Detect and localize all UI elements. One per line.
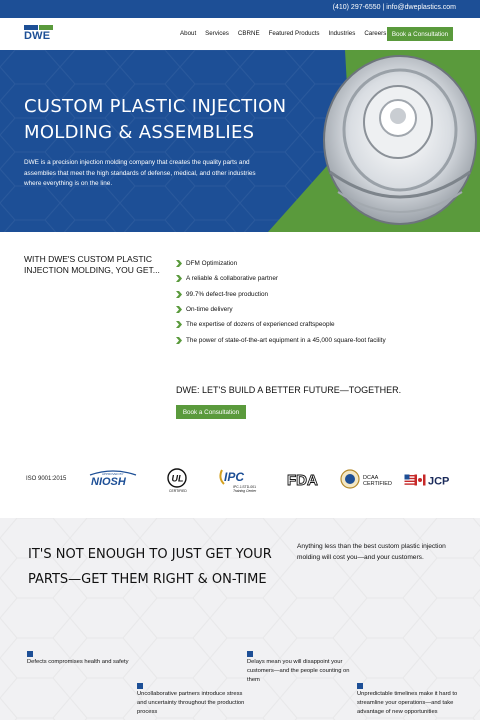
dcaa-text: DCAA — [363, 475, 379, 481]
contact-separator: | — [382, 4, 385, 11]
list-item — [176, 332, 386, 347]
pain-point-defects: Defects compromises health and safety — [27, 659, 129, 665]
list-item — [176, 271, 386, 286]
pain-point-partners: Uncollaborative partners introduce stress and uncertainty throughout the production process — [137, 691, 245, 715]
list-item — [176, 256, 386, 271]
benefit-text: 99.7% defect-free production — [186, 290, 269, 298]
ul-text: UL — [171, 473, 184, 484]
chevron-right-icon — [176, 306, 182, 313]
not-enough-heading: IT'S NOT ENOUGH TO JUST GET YOUR PARTS—GET THEM RIGHT & ON-TIME — [28, 547, 272, 587]
chevron-right-icon — [176, 260, 182, 267]
list-item — [176, 287, 386, 302]
list-item — [176, 317, 386, 332]
chevron-right-icon — [176, 337, 182, 344]
ipc-training-logo — [216, 466, 262, 494]
nav-featured-products[interactable]: Featured Products — [268, 30, 320, 37]
nav-careers[interactable]: Careers — [364, 30, 387, 37]
pain-point-timelines: Unpredictable timelines make it hard to streamline your operations—and take advantage of new opportunities — [357, 691, 458, 715]
dcaa-sub-text: CERTIFIED — [363, 481, 392, 487]
nav-industries[interactable]: Industries — [328, 30, 356, 37]
hero-description: DWE is a precision injection molding company that creates the quality parts and assemblies that meet the high standards of defense, medical, and other industries where everything is on the line. — [24, 159, 256, 187]
ul-certified-logo — [166, 468, 188, 493]
phone-link[interactable]: (410) 297-6550 — [332, 4, 381, 11]
logo-text: DWE — [24, 30, 51, 42]
hero-title-line-1: CUSTOM PLASTIC INJECTION — [24, 96, 287, 117]
dwe-logo[interactable] — [24, 25, 56, 43]
not-enough-section — [0, 518, 480, 720]
main-nav — [180, 30, 386, 37]
ipc-text: IPC — [224, 470, 245, 484]
ipc-sub-text-2: Training Center — [233, 489, 257, 493]
benefits-list — [176, 256, 386, 348]
ul-sub-text: CERTIFIED — [169, 489, 187, 493]
iso-certification: ISO 9001:2015 — [26, 476, 67, 482]
bullet-square-icon — [247, 651, 253, 657]
dcaa-certified-logo — [340, 469, 396, 491]
hero-title-line-2: MOLDING & ASSEMBLIES — [24, 122, 255, 143]
nav-about[interactable]: About — [180, 30, 197, 37]
contact-info — [333, 4, 456, 11]
benefit-text: A reliable & collaborative partner — [186, 275, 279, 283]
pain-point-delays: Delays mean you will disappoint your customers—and the people counting on them — [247, 659, 350, 683]
benefit-text: The expertise of dozens of experienced craftspeople — [186, 321, 335, 329]
nav-services[interactable]: Services — [205, 30, 229, 37]
benefit-text: On-time delivery — [186, 306, 233, 314]
fda-logo — [286, 471, 320, 487]
benefit-text: The power of state-of-the-art equipment in a 45,000 square-foot facility — [186, 336, 386, 344]
chevron-right-icon — [176, 291, 182, 298]
jcp-text: JCP — [428, 475, 450, 488]
bullet-square-icon — [137, 683, 143, 689]
hero-title — [24, 94, 286, 146]
book-consultation-button[interactable]: Book a Consultation — [387, 27, 453, 41]
canada-flag-icon — [415, 475, 426, 486]
site-header — [0, 18, 480, 50]
bullet-square-icon — [357, 683, 363, 689]
together-tagline: DWE: LET'S BUILD A BETTER FUTURE—TOGETHER. — [176, 385, 402, 395]
top-contact-bar — [0, 0, 480, 18]
niosh-logo — [88, 469, 138, 489]
list-item — [176, 302, 386, 317]
nav-cbrne[interactable]: CBRNE — [237, 30, 260, 37]
chevron-right-icon — [176, 321, 182, 328]
benefits-heading: WITH DWE'S CUSTOM PLASTIC INJECTION MOLDING, YOU GET... — [24, 254, 160, 275]
us-flag-icon — [405, 475, 416, 486]
hero-section — [0, 50, 480, 232]
book-consultation-button-secondary[interactable]: Book a Consultation — [176, 405, 246, 419]
niosh-top-text: APPROVED BY — [102, 472, 124, 476]
fda-text: FDA — [287, 472, 318, 487]
benefit-text: DFM Optimization — [186, 260, 238, 268]
ipc-sub-text-1: IPC J-STD-001 — [233, 485, 256, 489]
chevron-right-icon — [176, 275, 182, 282]
bullet-square-icon — [27, 651, 33, 657]
not-enough-description: Anything less than the best custom plastic injection molding will cost you—and your customers. — [297, 543, 446, 561]
molded-part-image — [318, 52, 478, 230]
email-link[interactable]: info@dweplastics.com — [386, 4, 456, 11]
niosh-text: NIOSH — [91, 476, 126, 488]
jcp-logo — [404, 472, 454, 488]
